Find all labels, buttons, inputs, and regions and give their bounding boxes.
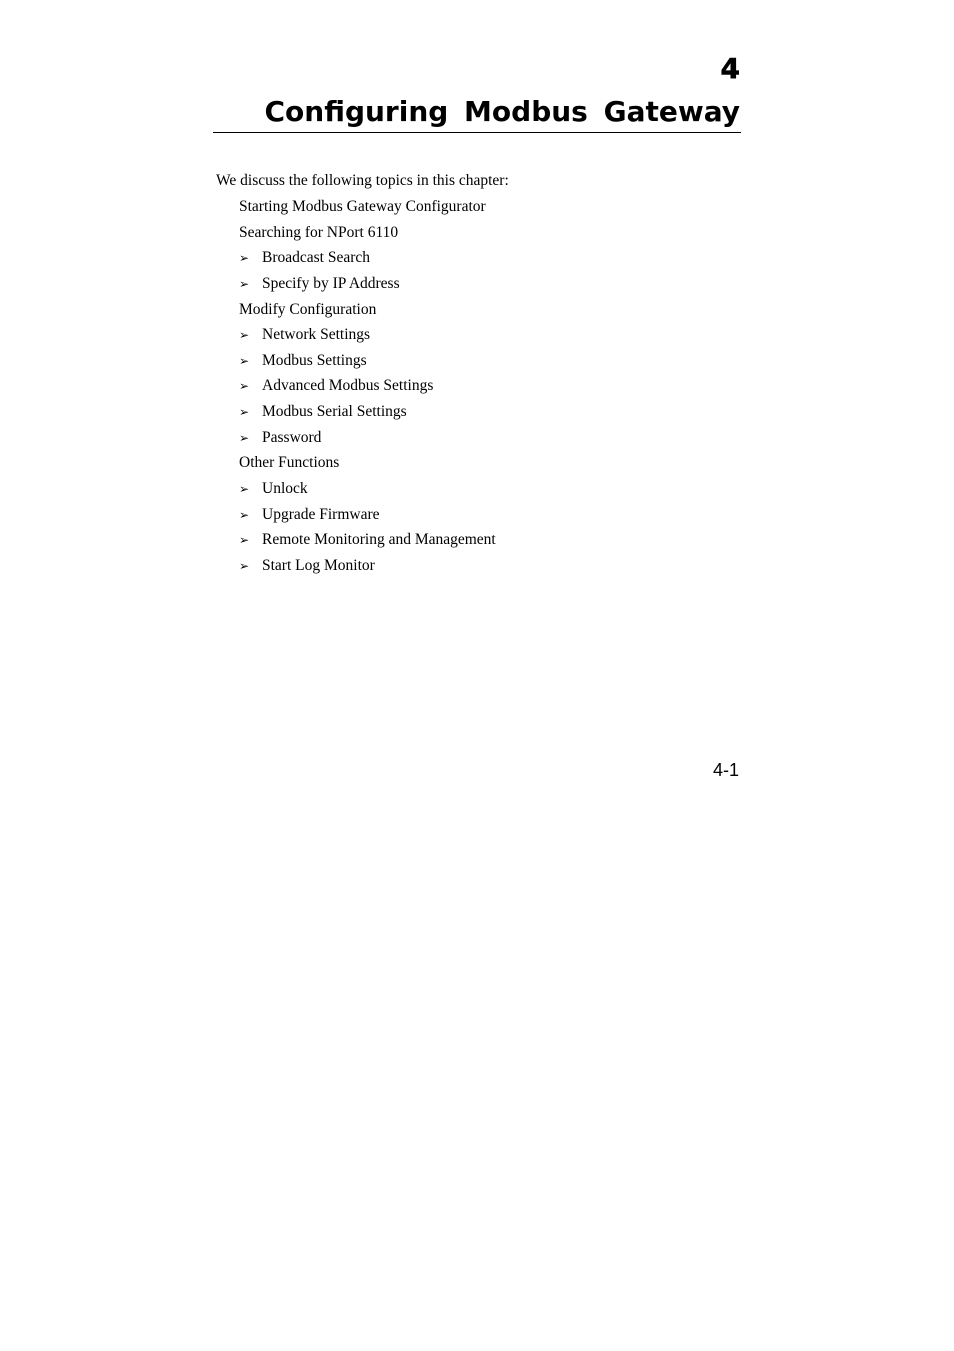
subtopic-list-item [239, 248, 486, 274]
title-rule [213, 132, 741, 133]
subtopic-list-item [239, 505, 486, 531]
subtopic-list-item [239, 351, 486, 377]
arrowhead-bullet-icon: ➢ [239, 507, 250, 522]
arrowhead-bullet-icon: ➢ [239, 430, 250, 445]
arrowhead-bullet-icon: ➢ [239, 558, 250, 573]
intro-text: We discuss the following topics in this chapter: [216, 172, 509, 189]
subtopic-label: Specify by IP Address [262, 274, 400, 292]
arrowhead-bullet-icon: ➢ [239, 353, 250, 368]
arrowhead-bullet-icon: ➢ [239, 328, 250, 343]
subtopic-list-item [239, 428, 486, 454]
subtopic-label: Advanced Modbus Settings [262, 377, 434, 395]
subtopic-label: Network Settings [262, 326, 371, 344]
subtopic-label: Modbus Settings [262, 351, 367, 369]
arrowhead-bullet-icon: ➢ [239, 533, 250, 548]
subtopic-label: Broadcast Search [262, 249, 371, 267]
arrowhead-bullet-icon: ➢ [239, 276, 250, 291]
arrowhead-bullet-icon: ➢ [239, 379, 250, 394]
chapter-title: Configuring Modbus Gateway [264, 95, 740, 128]
subtopic-label: Unlock [262, 480, 308, 498]
subtopic-label: Password [262, 428, 322, 446]
subtopic-list-item [239, 376, 486, 402]
subtopic-label: Modbus Serial Settings [262, 403, 407, 421]
arrowhead-bullet-icon: ➢ [239, 482, 250, 497]
subtopic-list-item [239, 274, 486, 300]
subtopic-list-item [239, 325, 486, 351]
subtopic-label: Remote Monitoring and Management [262, 531, 496, 549]
chapter-number: 4 [720, 52, 740, 85]
topic-list-item: Searching for NPort 6110 [239, 223, 399, 241]
arrowhead-bullet-icon: ➢ [239, 251, 250, 266]
topic-list-item: Other Functions [239, 454, 340, 472]
subtopic-list-item [239, 530, 496, 556]
subtopic-list-item [239, 402, 486, 428]
subtopic-label: Upgrade Firmware [262, 505, 380, 523]
subtopic-label: Start Log Monitor [262, 556, 375, 574]
topic-list-item: Modify Configuration [239, 300, 377, 318]
page-number: 4-1 [712, 760, 739, 780]
topic-list [239, 197, 496, 582]
subtopic-list-item [239, 556, 486, 582]
arrowhead-bullet-icon: ➢ [239, 405, 250, 420]
topic-list-item: Starting Modbus Gateway Configurator [239, 198, 486, 215]
subtopic-list-item [239, 479, 486, 505]
